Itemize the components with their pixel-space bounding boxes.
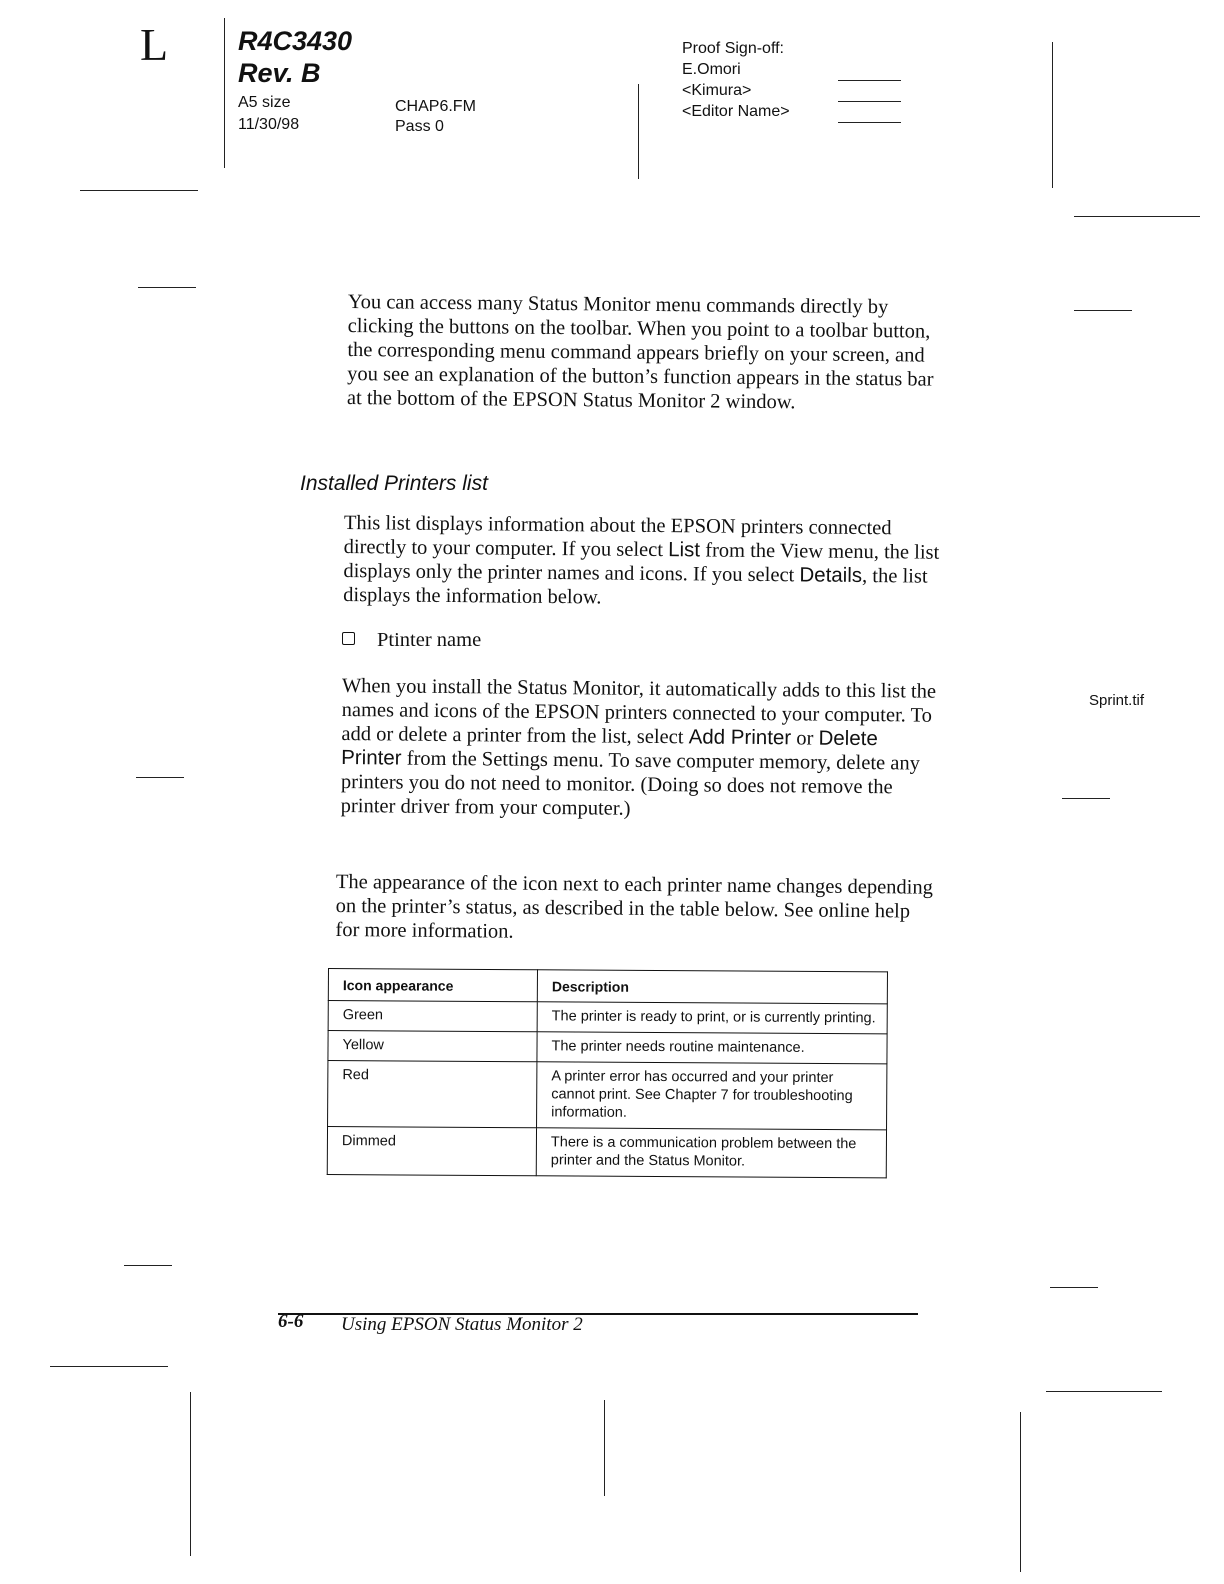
proof-name-2: <Kimura>: [682, 82, 752, 99]
crop-mark: [138, 287, 196, 288]
header-divider-left: [224, 18, 225, 168]
list-paragraph: [343, 511, 944, 613]
document-code: R4C3430: [238, 26, 353, 56]
crop-mark: [1062, 798, 1110, 799]
crop-mark: [190, 1392, 191, 1556]
revision-label: Rev. B: [238, 58, 321, 88]
list-text-1: This list displays information about the EPSON printers connected directly to your computer. If you select: [343, 511, 892, 562]
side-note: Sprint.tif: [1089, 692, 1145, 709]
icon-status-table: [327, 968, 888, 1178]
bullet-item: [342, 629, 481, 652]
table-cell-appearance: Green: [328, 1001, 537, 1032]
table-cell-description: A printer error has occurred and your printer cannot print. See Chapter 7 for troubleshooting information.: [537, 1062, 887, 1130]
table-header-cell: Icon appearance: [328, 969, 537, 1002]
crop-mark: [1074, 310, 1132, 311]
page-size: A5 size: [238, 94, 291, 111]
ui-term-add-printer: Add Printer: [688, 725, 792, 750]
list-text-2: from the View menu, the list displays only the printer names and icons. If you select: [343, 539, 940, 587]
appearance-text: The appearance of the icon next to each printer name changes depending on the printer’s status, as described in the table below. See online help for more information.: [335, 870, 934, 943]
pass-label: Pass 0: [395, 118, 444, 135]
crop-mark: [1020, 1412, 1021, 1572]
table-cell-description: The printer needs routine maintenance.: [537, 1032, 887, 1064]
table-row: [328, 1061, 887, 1130]
table-row: [328, 1001, 887, 1034]
crop-mark: [124, 1265, 172, 1266]
file-name: CHAP6.FM: [395, 98, 476, 115]
table-cell-appearance: Yellow: [328, 1031, 537, 1062]
footer-page-number: 6-6: [278, 1311, 304, 1332]
section-heading: Installed Printers list: [300, 472, 488, 495]
install-text-2: or: [791, 727, 819, 750]
crop-mark: [1050, 1287, 1098, 1288]
proof-name-3: <Editor Name>: [682, 103, 790, 120]
proof-signoff-block: [682, 38, 790, 122]
table-header-cell: Description: [537, 970, 887, 1004]
list-text-3: , the list displays the information below.: [343, 564, 928, 609]
header-divider-middle: [638, 84, 639, 179]
header-divider-right: [1052, 42, 1053, 188]
crop-mark: [136, 777, 184, 778]
install-paragraph: [341, 674, 942, 824]
appearance-paragraph: [335, 870, 936, 948]
header-date: 11/30/98: [238, 116, 300, 133]
footer-chapter-title: Using EPSON Status Monitor 2: [341, 1314, 583, 1335]
crop-mark: [604, 1400, 605, 1496]
table-cell-appearance: Red: [328, 1061, 537, 1128]
table-row: [327, 1127, 886, 1178]
proof-title: Proof Sign-off:: [682, 40, 784, 57]
checkbox-bullet-icon: [342, 632, 355, 645]
crop-mark: [80, 190, 198, 191]
intro-text: You can access many Status Monitor menu commands directly by clicking the buttons on the toolbar. When you point to a toolbar button, the corresponding menu command appears briefly on your screen, and you see an explanation of the button’s function appears in the status bar at the bottom of the EPSON Status Monitor 2 window.: [346, 290, 934, 414]
table-row: [328, 1031, 887, 1064]
table-cell-description: There is a communication problem between the printer and the Status Monitor.: [536, 1128, 886, 1178]
install-text-1: When you install the Status Monitor, it automatically adds to this list the names and icons of the EPSON printers connected to your computer. To add or delete a printer from the list, select: [341, 674, 937, 749]
intro-paragraph: [347, 290, 948, 416]
table-cell-description: The printer is ready to print, or is currently printing.: [537, 1002, 887, 1034]
crop-mark: [1046, 1391, 1162, 1392]
proof-name-1: E.Omori: [682, 61, 741, 78]
signoff-line-2: [838, 101, 901, 102]
ui-term-delete-printer: Delete Printer: [341, 726, 878, 770]
ui-term-details: Details: [799, 563, 863, 587]
table-cell-appearance: Dimmed: [327, 1127, 536, 1176]
install-text-3: from the Settings menu. To save computer memory, delete any printers you do not need to monitor. (Doing so does not remove the printer driver from your computer.): [340, 747, 921, 820]
crop-mark: [1074, 216, 1200, 217]
signoff-line-1: [838, 80, 901, 81]
crop-mark: [50, 1366, 168, 1367]
corner-mark-letter: L: [140, 19, 169, 70]
bullet-text: Ptinter name: [377, 629, 482, 651]
signoff-line-3: [838, 122, 901, 123]
ui-term-list: List: [668, 538, 701, 562]
table-header-row: [328, 969, 887, 1004]
